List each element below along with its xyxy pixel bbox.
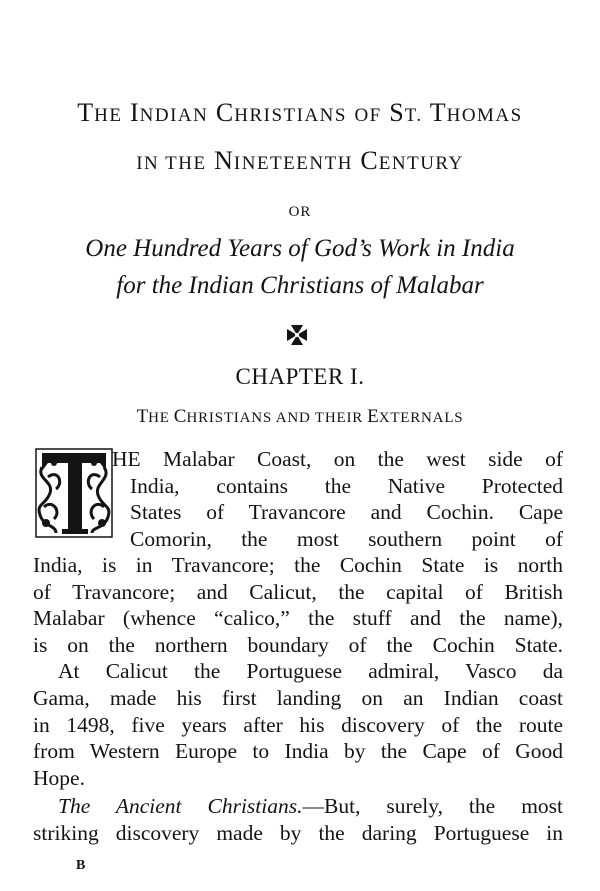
- maltese-cross-icon: [286, 324, 308, 346]
- subtitle-line-2: for the Indian Christians of Malabar: [116, 272, 484, 299]
- body-line: Comorin, the most southern point of: [130, 527, 563, 551]
- title-word: ST.: [389, 98, 423, 127]
- title-word: IN THE: [136, 153, 207, 174]
- paragraph-text: —But, surely, the most: [302, 794, 564, 818]
- paragraph-heading: The Ancient Christians.: [58, 794, 303, 818]
- title-word: OF: [354, 105, 382, 126]
- body-line: is on the northern boundary of the Cochin State.: [33, 633, 563, 657]
- body-line: Hope.: [33, 766, 85, 790]
- body-line: At Calicut the Portuguese admiral, Vasco da: [58, 659, 563, 683]
- section-heading: THE CHRISTIANS AND THEIR EXTERNALS: [136, 406, 464, 427]
- body-line: from Western Europe to India by the Cape of Good: [33, 739, 563, 763]
- body-line: of Travancore; and Calicut, the capital of British: [33, 580, 563, 604]
- title-word: THOMAS: [429, 98, 523, 127]
- paragraph-lead-line: [58, 793, 563, 820]
- body-line: Malabar (whence “calico,” the stuff and the name),: [33, 606, 563, 630]
- title-word: NINETEENTH: [214, 146, 353, 175]
- signature-mark: B: [76, 858, 86, 873]
- body-line: States of Travancore and Cochin. Cape: [130, 500, 563, 524]
- book-title-line-1: [0, 98, 600, 128]
- title-word: THE: [77, 98, 123, 127]
- book-title-line-2: [0, 146, 600, 176]
- body-line: India, is in Travancore; the Cochin State is north: [33, 553, 563, 577]
- drop-cap-t-ornament: [34, 447, 114, 539]
- title-word: INDIAN: [129, 98, 209, 127]
- body-line: in 1498, five years after his discovery of the route: [33, 713, 563, 737]
- drop-cap-letter: T: [34, 447, 35, 448]
- title-word: CHRISTIANS: [215, 98, 347, 127]
- or-connector: OR: [288, 204, 312, 220]
- body-line: striking discovery made by the daring Portuguese in: [33, 821, 563, 845]
- subtitle-line-1: One Hundred Years of God’s Work in India: [85, 235, 515, 262]
- body-line: Gama, made his first landing on an Indian coast: [33, 686, 563, 710]
- chapter-heading: CHAPTER I.: [235, 364, 365, 389]
- body-line: HE Malabar Coast, on the west side of: [112, 447, 563, 471]
- title-word: CENTURY: [360, 146, 464, 175]
- body-line: India, contains the Native Protected: [130, 474, 563, 498]
